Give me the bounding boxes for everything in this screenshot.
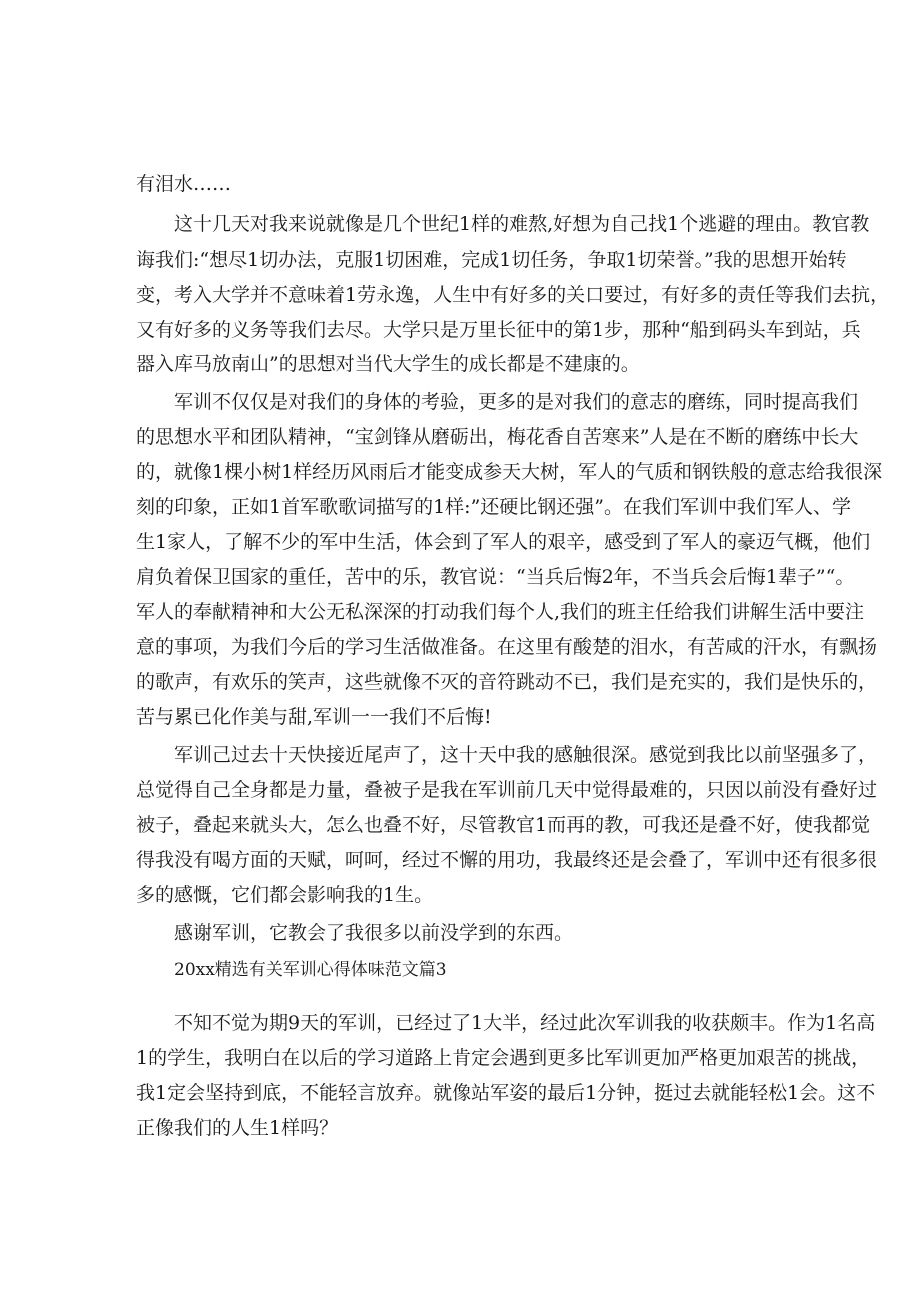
text-line: 的歌声，有欢乐的笑声，这些就像不灭的音符跳动不已，我们是充实的，我们是快乐的， [136,671,878,693]
text-line: 1的学生，我明白在以后的学习道路上肯定会遇到更多比军训更加严格更加艰苦的挑战， [136,1047,871,1069]
text-line: 我1定会坚持到底，不能轻言放弃。就像站军姿的最后1分钟，挺过去就能轻松1会。这不 [136,1082,876,1104]
text-line: 诲我们:“想尽1切办法，克服1切困难，完成1切任务，争取1切荣誉。”我的思想开始转 [136,249,847,271]
text-line: 军人的奉献精神和大公无私深深的打动我们每个人,我们的班主任给我们讲解生活中要注 [136,601,865,623]
paragraph-first-line: 这十几天对我来说就像是几个世纪1样的难熬,好想为自己找1个逃避的理由。教官教 [174,213,870,235]
paragraph-first-line: 不知不觉为期9天的军训，已经过了1大半，经过此次军训我的收获颇丰。作为1名高 [174,1012,876,1034]
text-line: 变，考入大学并不意味着1劳永逸，人生中有好多的关口要过，有好多的责任等我们去抗， [136,284,890,306]
text-line: 正像我们的人生1样吗？ [136,1117,339,1139]
text-line: 得我没有喝方面的天赋，呵呵，经过不懈的用功，我最终还是会叠了，军训中还有很多很 [136,849,878,871]
text-line: 多的感慨，它们都会影响我的1生。 [136,884,434,906]
text-line: 肩负着保卫国家的重任，苦中的乐，教官说：“当兵后悔2年，不当兵会后悔1辈子”“。 [136,566,855,588]
paragraph-first-line: 军训己过去十天快接近尾声了，这十天中我的感触很深。感觉到我比以前坚强多了， [174,744,878,766]
text-line: 器入库马放南山”的思想对当代大学生的成长都是不建康的。 [136,353,640,375]
text-line: 的思想水平和团队精神，“宝剑锋从磨砺出，梅花香自苦寒来”人是在不断的磨练中长大 [136,426,859,448]
text-line: 苦与累已化作美与甜,军训一一我们不后悔! [136,706,492,728]
text-line: 刻的印象，正如1首军歌歌词描写的1样:”还硬比钢还强”。在我们军训中我们军人、学 [136,496,852,518]
paragraph-first-line: 军训不仅仅是对我们的身体的考验，更多的是对我们的意志的磨练，同时提高我们 [174,391,859,413]
text-line: 的，就像1棵小树1样经历风雨后才能变成参天大树，军人的气质和钢铁般的意志给我很深 [136,461,883,483]
text-line: 又有好多的义务等我们去尽。大学只是万里长征中的第1步，那种“船到码头车到站，兵 [136,319,861,341]
text-line: 有泪水…… [136,173,232,195]
text-line: 被子，叠起来就头大，怎么也叠不好，尽管教官1而再的教，可我还是叠不好，使我都觉 [136,814,871,836]
text-line: 生1家人，了解不少的军中生活，体会到了军人的艰辛，感受到了军人的豪迈气概，他们 [136,531,871,553]
text-line: 意的事项，为我们今后的学习生活做准备。在这里有酸楚的泪水，有苦咸的汗水，有飘扬 [136,636,878,658]
section-heading: 20xx精选有关军训心得体味范文篇3 [174,960,447,980]
paragraph-first-line: 感谢军训，它教会了我很多以前没学到的东西。 [174,922,574,944]
text-line: 总觉得自己全身都是力量，叠被子是我在军训前几天中觉得最难的，只因以前没有叠好过 [136,779,878,801]
